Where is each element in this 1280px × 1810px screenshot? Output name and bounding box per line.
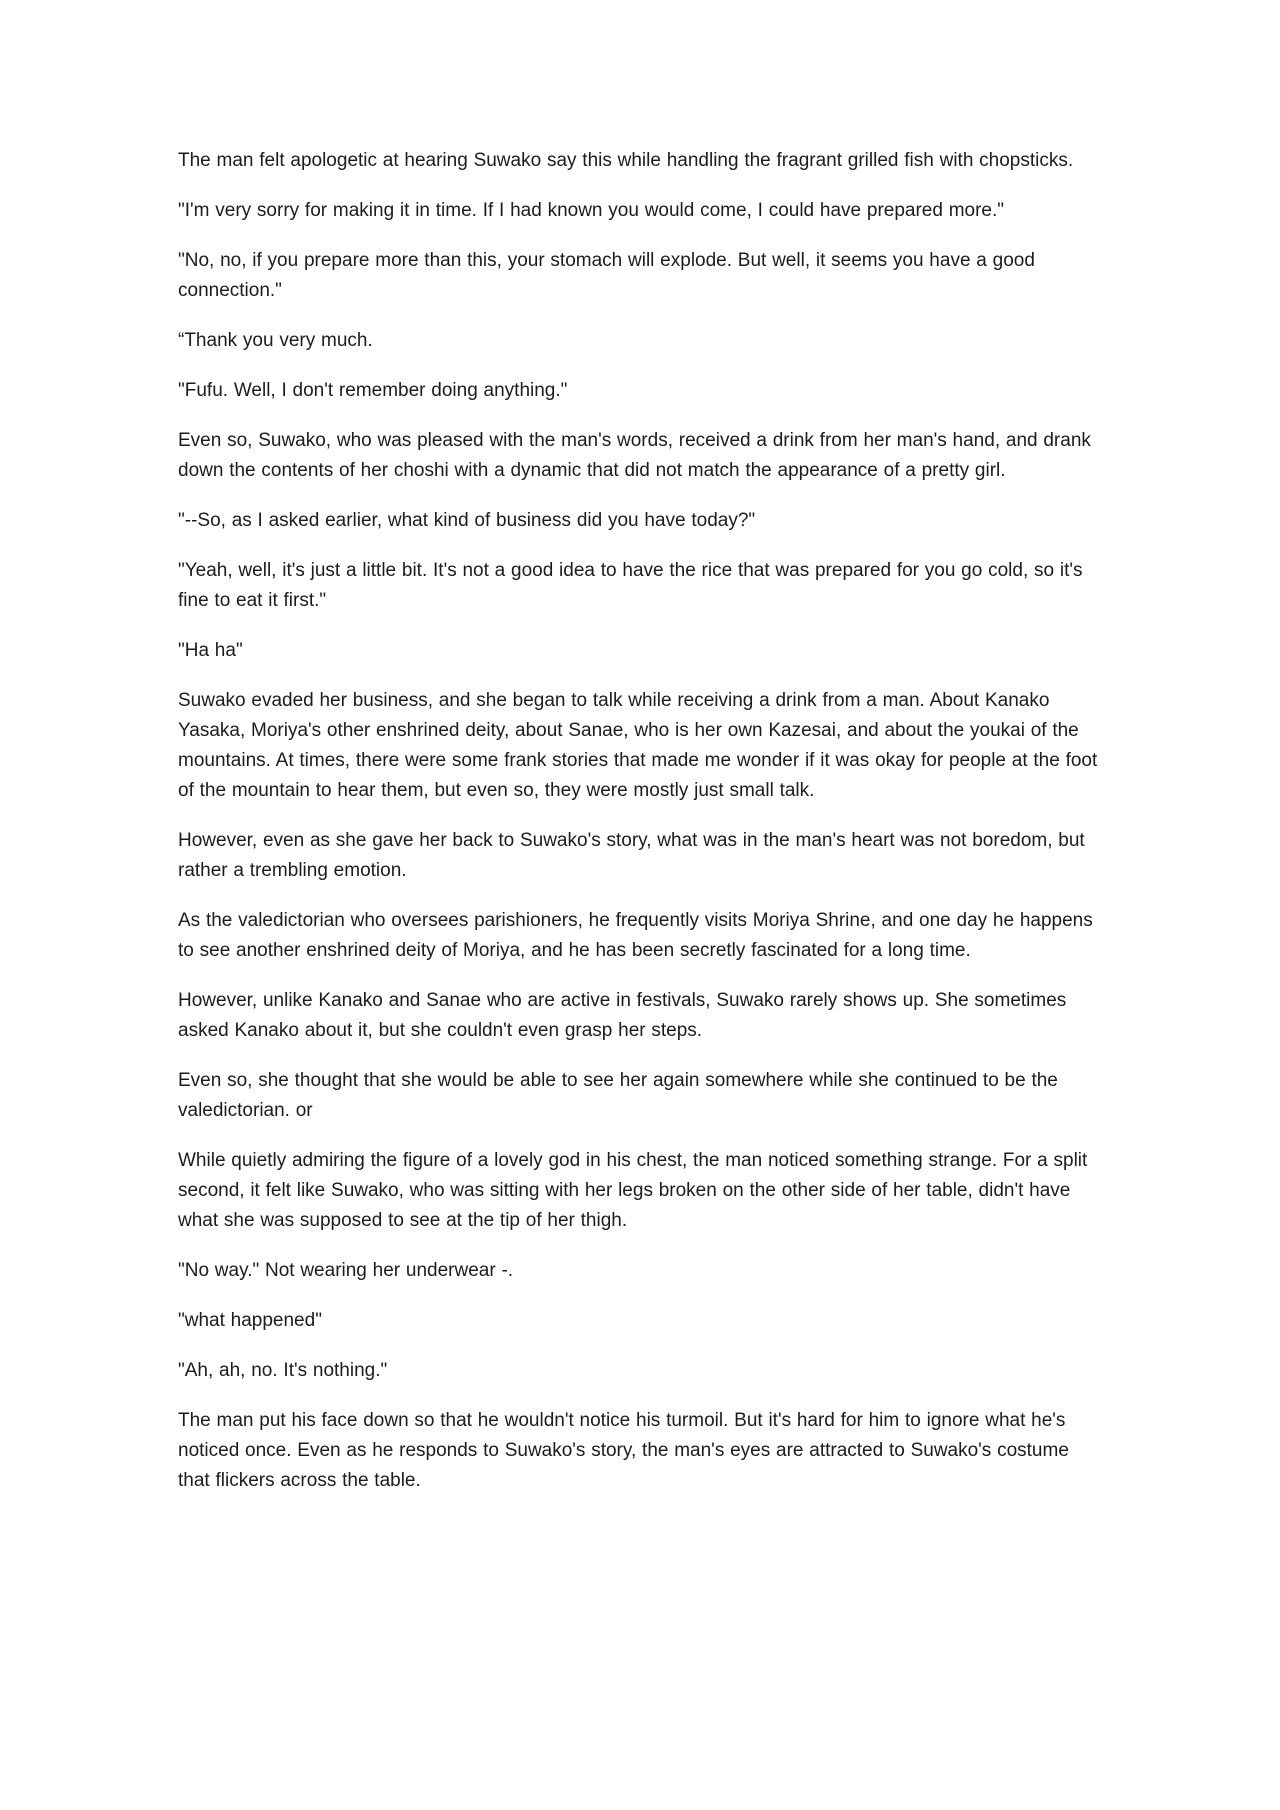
paragraph: "what happened" bbox=[178, 1310, 322, 1331]
paragraph: However, even as she gave her back to Suwako's story, what was in the man's heart was not boredom, but rather a trembling emotion. bbox=[178, 830, 1085, 881]
paragraph: "Yeah, well, it's just a little bit. It's not a good idea to have the rice that was prepared for you go cold, so it's fine to eat it first." bbox=[178, 560, 1083, 611]
paragraph: As the valedictorian who oversees parishioners, he frequently visits Moriya Shrine, and one day he happens to see another enshrined deity of Moriya, and he has been secretly fascinated for a long time. bbox=[178, 910, 1093, 961]
paragraph: "No, no, if you prepare more than this, your stomach will explode. But well, it seems you have a good connection." bbox=[178, 250, 1035, 301]
paragraph: "Fufu. Well, I don't remember doing anything." bbox=[178, 380, 568, 401]
paragraph: "--So, as I asked earlier, what kind of business did you have today?" bbox=[178, 510, 756, 531]
paragraph: "Ha ha" bbox=[178, 640, 243, 661]
paragraph: "No way." Not wearing her underwear -. bbox=[178, 1260, 514, 1281]
paragraph: However, unlike Kanako and Sanae who are active in festivals, Suwako rarely shows up. She sometimes asked Kanako about it, but she couldn't even grasp her steps. bbox=[178, 990, 1067, 1041]
paragraph: “Thank you very much. bbox=[178, 330, 373, 351]
paragraph: Suwako evaded her business, and she began to talk while receiving a drink from a man. About Kanako Yasaka, Moriya's other enshrined deity, about Sanae, who is her own Kazesai, and about the youkai of the mountains. At times, there were some frank stories that made me wonder if it was okay for people at the foot of the mountain to hear them, but even so, they were mostly just small talk. bbox=[178, 690, 1098, 801]
paragraph: Even so, Suwako, who was pleased with the man's words, received a drink from her man's hand, and drank down the contents of her choshi with a dynamic that did not match the appearance of a pretty girl. bbox=[178, 430, 1091, 481]
paragraph: Even so, she thought that she would be able to see her again somewhere while she continued to be the valedictorian. or bbox=[178, 1070, 1058, 1121]
paragraph: While quietly admiring the figure of a lovely god in his chest, the man noticed something strange. For a split second, it felt like Suwako, who was sitting with her legs broken on the other side of her table, didn't have what she was supposed to see at the tip of her thigh. bbox=[178, 1150, 1088, 1231]
paragraph: The man put his face down so that he wouldn't notice his turmoil. But it's hard for him to ignore what he's noticed once. Even as he responds to Suwako's story, the man's eyes are attracted to Suwako's costume that flickers across the table. bbox=[178, 1410, 1069, 1491]
paragraph: "Ah, ah, no. It's nothing." bbox=[178, 1360, 388, 1381]
paragraph-list bbox=[178, 146, 1098, 1496]
paragraph: The man felt apologetic at hearing Suwako say this while handling the fragrant grilled fish with chopsticks. bbox=[178, 150, 1074, 171]
paragraph: "I'm very sorry for making it in time. If I had known you would come, I could have prepared more." bbox=[178, 200, 1005, 221]
